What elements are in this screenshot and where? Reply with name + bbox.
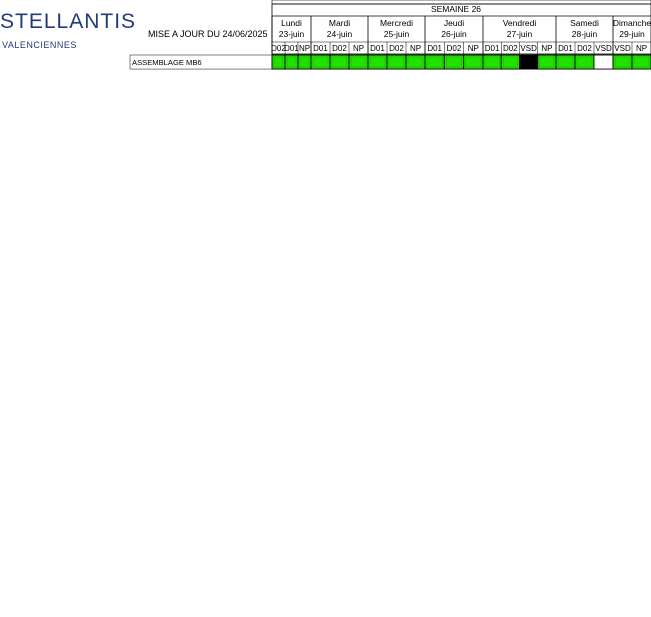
shift-label: NP [467, 44, 479, 53]
shift-label: NP [541, 44, 553, 53]
day-name: Mardi [328, 18, 351, 28]
shift-label: NP [635, 44, 648, 53]
day-name: Samedi [570, 18, 599, 28]
shift-label: D02 [271, 44, 286, 53]
schedule-cell[interactable] [520, 55, 538, 69]
shift-label: D02 [389, 44, 404, 53]
site-name: VALENCIENNES [2, 40, 77, 50]
day-date: 29-juin [619, 29, 645, 39]
day-name: Lundi [281, 18, 302, 28]
shift-label: D02 [503, 44, 518, 53]
shift-label: NP [298, 44, 311, 53]
day-date: 26-juin [441, 29, 467, 39]
week-label: SEMAINE 26 [430, 4, 482, 14]
day-name: Mercredi [379, 18, 414, 28]
day-date: 23-juin [278, 29, 305, 39]
table-row[interactable] [130, 55, 651, 69]
shift-label: D02 [446, 44, 462, 53]
shift-label: D02 [332, 44, 347, 53]
day-name: Dimanche [612, 18, 651, 28]
brand-name: STELLANTIS [0, 10, 137, 33]
shift-label: NP [352, 44, 365, 53]
day-name: Vendredi [502, 18, 537, 28]
shift-label: NP [409, 44, 422, 53]
shift-label: D02 [577, 44, 592, 53]
day-name: Jeudi [443, 18, 465, 28]
shift-label: D01 [313, 44, 328, 53]
shift-label: VSD [614, 44, 631, 53]
shift-label: VSD [520, 44, 537, 53]
day-date: 24-juin [326, 29, 353, 39]
shift-label: D01 [484, 44, 500, 53]
day-date: 28-juin [571, 29, 598, 39]
shift-label: D01 [427, 44, 443, 53]
day-date: 25-juin [383, 29, 410, 39]
shift-label: D01 [558, 44, 573, 53]
row-label: ASSEMBLAGE MB6 [132, 58, 202, 67]
shift-label: D01 [284, 44, 299, 53]
shift-label: VSD [595, 44, 612, 53]
schedule-cell[interactable] [594, 55, 613, 69]
day-date: 27-juin [506, 29, 533, 39]
update-date-label: MISE A JOUR DU 24/06/2025 [148, 29, 268, 39]
shift-label: D01 [370, 44, 385, 53]
